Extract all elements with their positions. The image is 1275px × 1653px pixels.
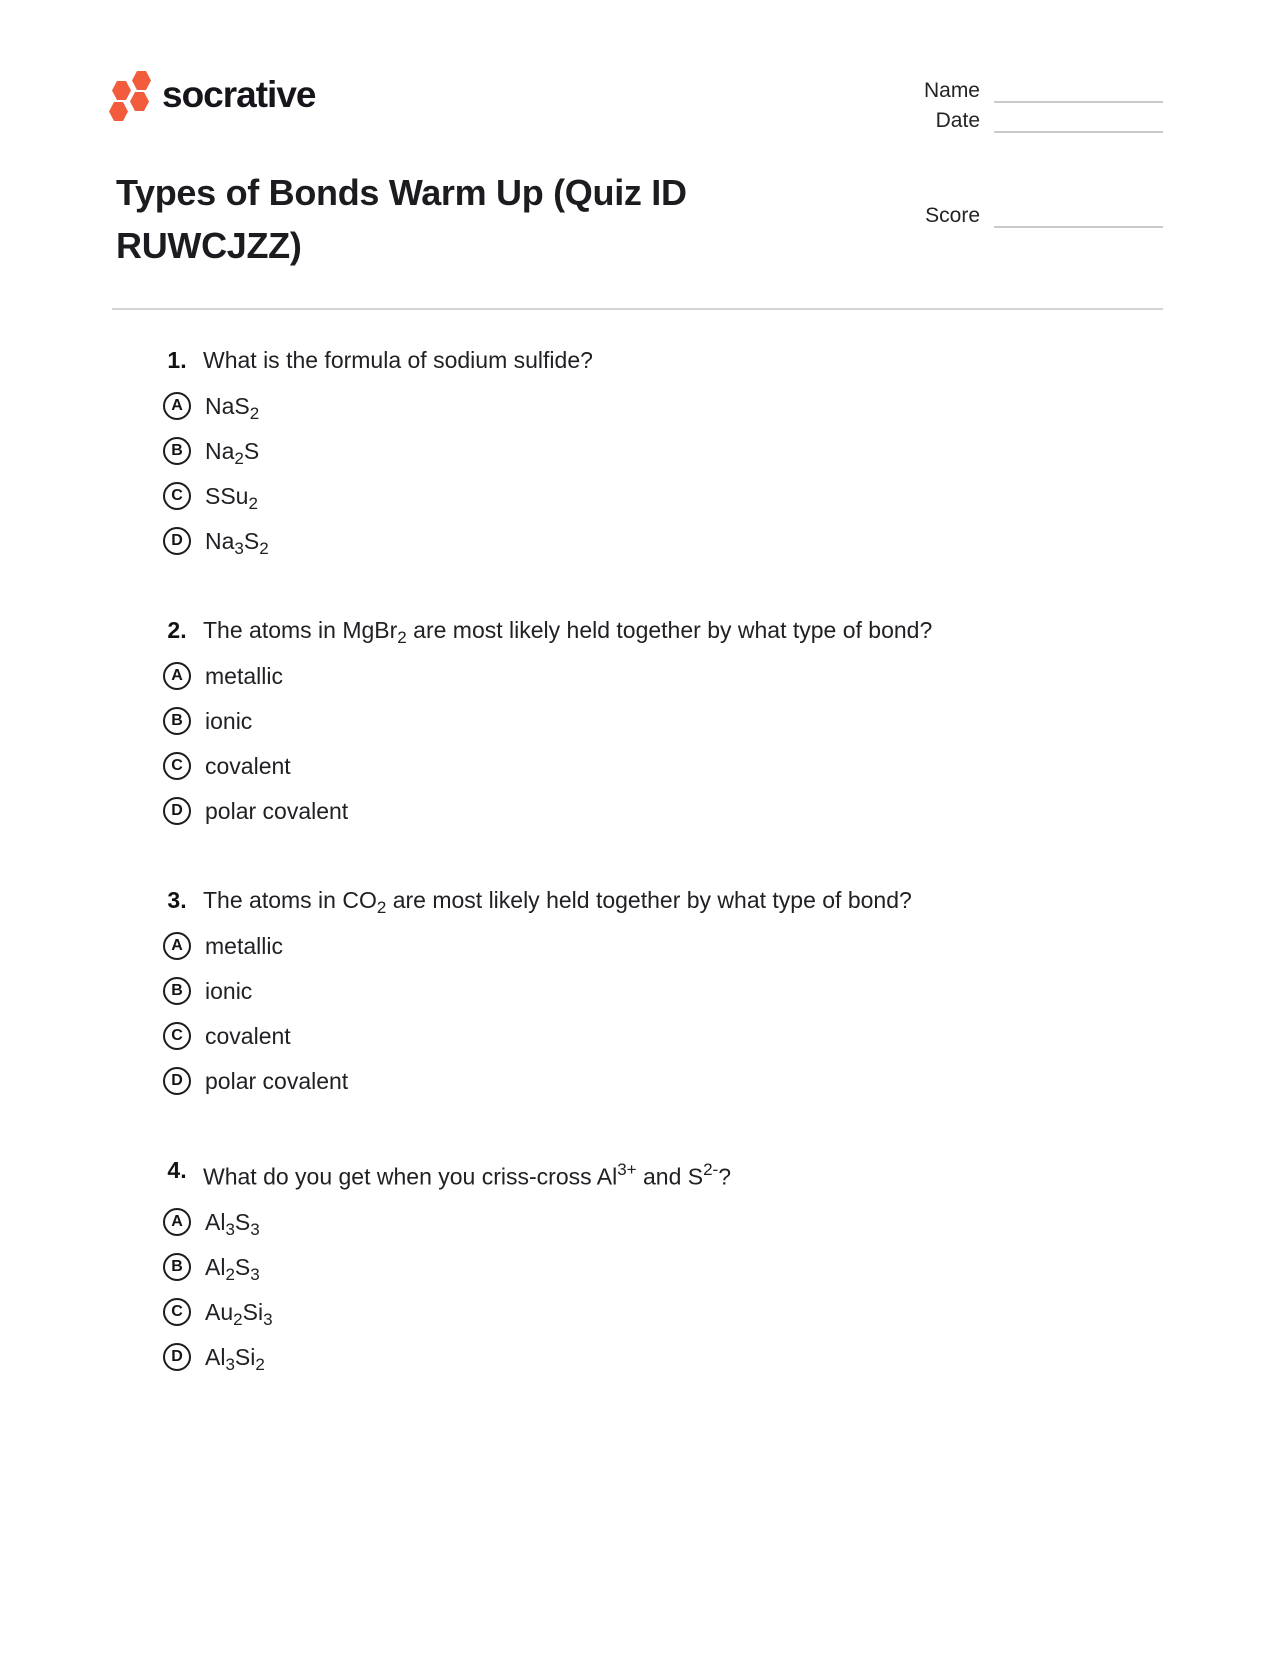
answer-option [162, 662, 1172, 690]
option-letter: A [171, 397, 183, 414]
option-text: covalent [205, 753, 291, 779]
option-text: metallic [205, 933, 283, 959]
option-text: $Al_3Si_2$ [205, 1344, 265, 1375]
option-text: NaS$_2$ [205, 393, 260, 424]
question-text: The atoms in $CO_2$ are most likely held together by what type of bond? [203, 887, 912, 918]
option-letter: A [171, 667, 183, 684]
name-field-row [860, 78, 1163, 103]
option-letter: C [171, 1027, 183, 1044]
option-text: $Al_2S_3$ [205, 1254, 260, 1285]
option-letter: A [171, 1213, 183, 1231]
answer-option [162, 482, 1172, 514]
option-bubble-d[interactable] [163, 797, 191, 825]
answer-option [162, 797, 1172, 825]
option-text: $Au_2Si_3$ [205, 1299, 273, 1330]
option-text: ionic [205, 708, 253, 734]
answer-option [162, 1298, 1172, 1330]
option-bubble-a[interactable] [163, 1208, 191, 1236]
answer-option [162, 392, 1172, 424]
question-number: 1. [167, 347, 187, 373]
option-letter: C [171, 757, 183, 774]
question-header [162, 1155, 1172, 1191]
page-title: Types of Bonds Warm Up (Quiz ID RUWCJZZ) [116, 172, 687, 266]
option-bubble-c[interactable] [163, 752, 191, 780]
answer-option [162, 1022, 1172, 1050]
option-bubble-d[interactable] [163, 1343, 191, 1371]
question-text: What is the formula of sodium sulfide? [203, 347, 593, 373]
option-text: SSu$_2$ [205, 483, 258, 514]
score-field [860, 203, 1163, 233]
question-2 [162, 615, 1172, 825]
option-text: metallic [205, 663, 283, 689]
question-number: 2. [167, 617, 187, 643]
option-letter: B [171, 982, 183, 999]
option-letter: D [171, 1072, 183, 1089]
answer-option [162, 707, 1172, 735]
option-text: $Na_3S_2$ [205, 528, 269, 559]
answer-option [162, 1343, 1172, 1375]
question-4 [162, 1155, 1172, 1375]
question-1 [162, 345, 1172, 559]
answer-option [162, 1208, 1172, 1240]
option-letter: B [171, 1258, 183, 1276]
question-text: What do you get when you criss-cross $Al^{3+}$ and $S^{2-}$? [203, 1160, 732, 1190]
option-bubble-b[interactable] [163, 1253, 191, 1281]
option-bubble-b[interactable] [163, 707, 191, 735]
question-header [162, 885, 1172, 918]
answer-option [162, 1067, 1172, 1095]
option-text: polar covalent [205, 1068, 349, 1094]
option-letter: B [171, 442, 183, 459]
option-bubble-d[interactable] [163, 1067, 191, 1095]
question-number: 4. [167, 1157, 187, 1183]
question-text: The atoms in MgBr$_2$ are most likely held together by what type of bond? [203, 617, 933, 648]
option-text: ionic [205, 978, 253, 1004]
name-label: Name [923, 79, 980, 102]
name-blank-line [994, 78, 1163, 103]
option-bubble-a[interactable] [163, 932, 191, 960]
answer-option [162, 527, 1172, 559]
option-text: $Na_2S$ [205, 438, 260, 469]
option-letter: B [171, 712, 183, 729]
student-fields [860, 78, 1163, 138]
logo-wordmark: socrative [162, 73, 316, 115]
question-header [162, 345, 1172, 375]
option-letter: D [171, 802, 183, 819]
option-bubble-a[interactable] [163, 392, 191, 420]
option-bubble-d[interactable] [163, 527, 191, 555]
answer-option [162, 932, 1172, 960]
header-divider [112, 308, 1163, 310]
answer-option [162, 437, 1172, 469]
option-bubble-b[interactable] [163, 977, 191, 1005]
date-label: Date [935, 109, 980, 132]
date-field-row [860, 108, 1163, 133]
answer-option [162, 752, 1172, 780]
option-bubble-c[interactable] [163, 1022, 191, 1050]
option-text: covalent [205, 1023, 291, 1049]
option-bubble-b[interactable] [163, 437, 191, 465]
score-field-row [860, 203, 1163, 228]
socrative-hexagons-icon [108, 68, 152, 124]
option-bubble-c[interactable] [163, 482, 191, 510]
score-label: Score [925, 204, 980, 227]
score-blank-line [994, 203, 1163, 228]
date-blank-line [994, 108, 1163, 133]
option-letter: D [171, 1348, 183, 1366]
question-3 [162, 885, 1172, 1095]
answer-option [162, 977, 1172, 1005]
option-bubble-a[interactable] [163, 662, 191, 690]
option-letter: C [171, 487, 183, 504]
question-list [162, 345, 1172, 1431]
option-text: $Al_3S_3$ [205, 1209, 260, 1240]
question-header [162, 615, 1172, 648]
option-letter: D [171, 532, 183, 549]
option-text: polar covalent [205, 798, 349, 824]
question-number: 3. [167, 887, 187, 913]
option-letter: C [171, 1303, 183, 1321]
socrative-logo [108, 68, 316, 124]
option-bubble-c[interactable] [163, 1298, 191, 1326]
option-letter: A [171, 937, 183, 954]
answer-option [162, 1253, 1172, 1285]
